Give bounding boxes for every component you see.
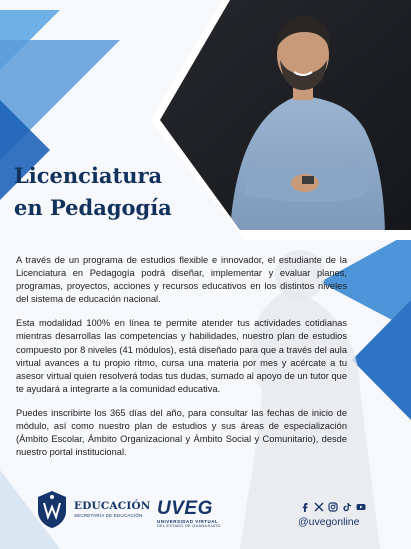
education-seal-icon (34, 489, 70, 529)
tiktok-icon[interactable] (342, 502, 352, 512)
paragraph-intro: A través de un programa de estudios flexible e innovador, el estudiante de la Licenciatura en Pedagogía podrá diseñar, implementar y evaluar planes, programas, proyectos, acciones y recursos educativos en los distintos niveles del sistema de educación nacional. (16, 255, 347, 305)
education-logo-subtext: SECRETARÍA DE EDUCACIÓN (74, 513, 143, 518)
education-logo-text: EDUCACIÓN (74, 500, 151, 512)
uveg-logo-subtext: UNIVERSIDAD VIRTUAL (157, 519, 219, 524)
instagram-icon[interactable] (328, 502, 338, 512)
x-icon[interactable] (314, 502, 324, 512)
youtube-icon[interactable] (356, 502, 366, 512)
facebook-icon[interactable] (300, 502, 310, 512)
education-logo (34, 489, 151, 529)
social-handle[interactable]: @uvegonline (298, 516, 360, 528)
paragraph-enrollment: Puedes inscribirte los 365 días del año, para consultar las fechas de inicio de módulo, así como nuestro plan de estudios y sus áreas de especialización (Ámbito Escolar, Ámbito Organizacional y Ámbito Social y Comunitario), desde nuestro portal institucional. (16, 407, 347, 458)
title-line-1: Licenciatura (14, 163, 163, 188)
page-title (14, 160, 172, 224)
uveg-logo (157, 500, 221, 528)
uveg-logo-text: UVEG (157, 498, 213, 519)
description-text (16, 254, 347, 470)
uveg-logo-subtext-2: DEL ESTADO DE GUANAJUATO (157, 524, 221, 528)
paragraph-modality: Esta modalidad 100% en línea te permite atender tus actividades cotidianas mientras desarrollas las competencias y habilidades, nuestro plan de estudios compuesto por 8 niveles (41 módulos), está diseñado para que a través del aula virtual avances a tu propio ritmo, cursa una materia por mes y acércate a tu asesor virtual quien resolverá todas tus dudas, sumado al apoyo de un tutor que te ayudará a integrarte a la comunidad educativa. (16, 318, 347, 394)
title-line-2: en Pedagogía (14, 195, 172, 220)
social-icons (300, 502, 366, 512)
